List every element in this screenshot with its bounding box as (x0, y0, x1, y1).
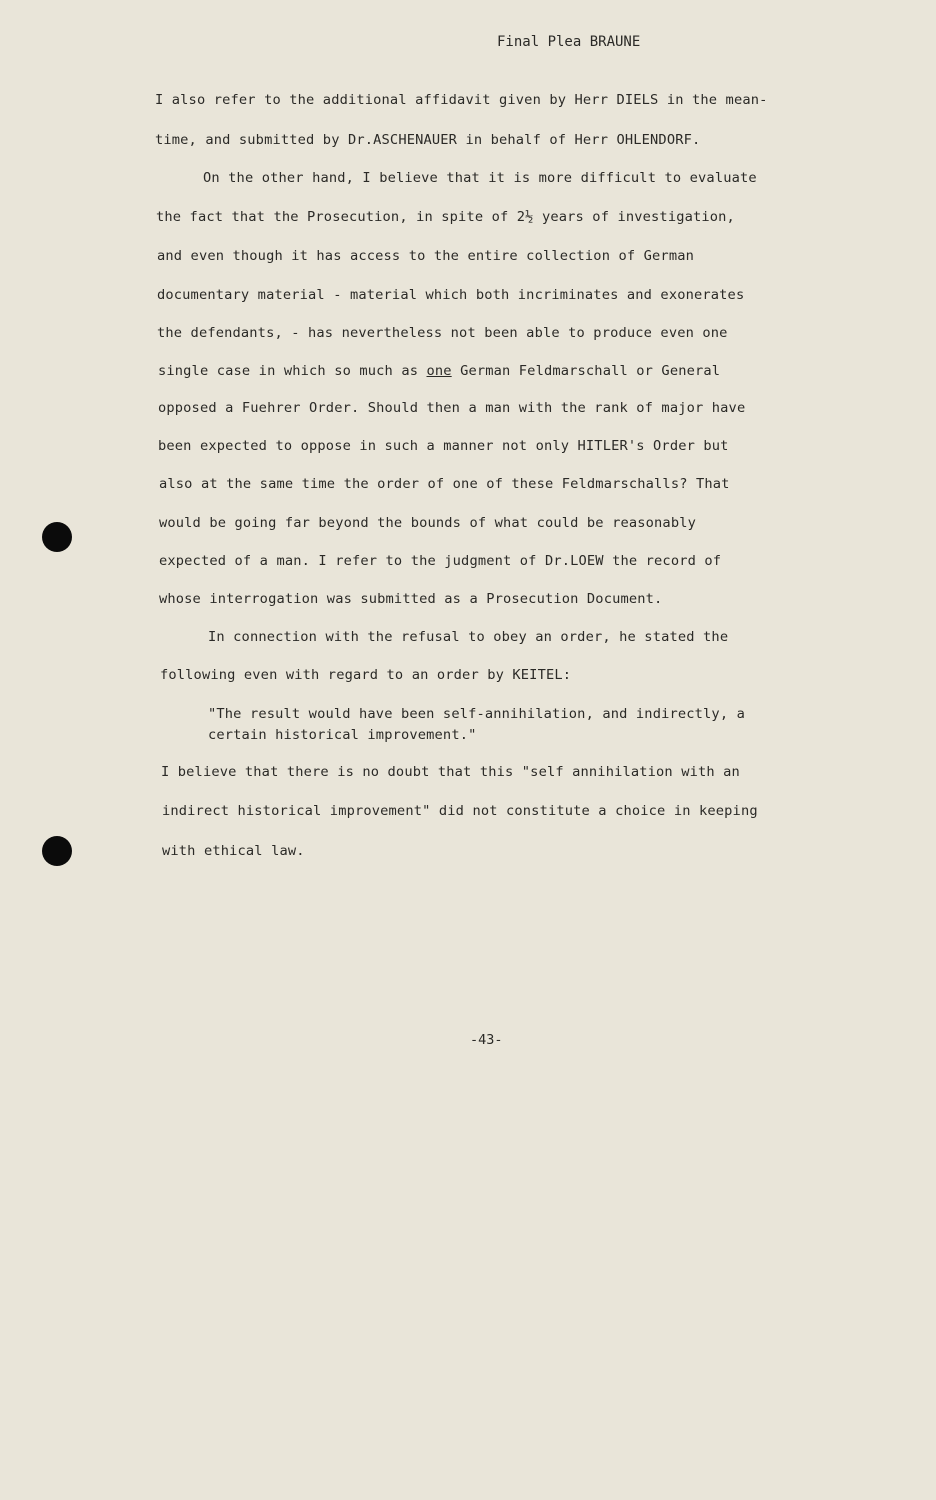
text-line: I believe that there is no doubt that this "self annihilation with an (161, 764, 740, 780)
underlined-word: one (426, 363, 452, 379)
text-line: the fact that the Prosecution, in spite of 2½ years of investigation, (156, 209, 735, 225)
text-line-with-underline (158, 363, 720, 379)
text-line: expected of a man. I refer to the judgment of Dr.LOEW the record of (159, 553, 722, 569)
text-segment: German Feldmarschall or General (460, 363, 721, 379)
text-line: documentary material - material which both incriminates and exonerates (157, 287, 745, 303)
text-line: following even with regard to an order by KEITEL: (160, 667, 572, 683)
quote-line: certain historical improvement." (208, 727, 477, 743)
text-segment: single case in which so much as (158, 363, 419, 379)
text-line: I also refer to the additional affidavit given by Herr DIELS in the mean- (155, 92, 768, 108)
text-line: the defendants, - has nevertheless not been able to produce even one (157, 325, 728, 341)
text-line: with ethical law. (162, 843, 305, 859)
text-line: opposed a Fuehrer Order. Should then a man with the rank of major have (158, 400, 746, 416)
page-number: -43- (470, 1032, 503, 1048)
text-line: also at the same time the order of one of these Feldmarschalls? That (159, 476, 730, 492)
quote-line: "The result would have been self-annihilation, and indirectly, a (208, 706, 745, 722)
page-header: Final Plea BRAUNE (497, 34, 641, 50)
text-line: and even though it has access to the entire collection of German (157, 248, 694, 264)
text-line: indirect historical improvement" did not constitute a choice in keeping (162, 803, 758, 819)
text-line: In connection with the refusal to obey an order, he stated the (208, 629, 729, 645)
text-line: would be going far beyond the bounds of what could be reasonably (159, 515, 696, 531)
text-line: been expected to oppose in such a manner not only HITLER's Order but (158, 438, 729, 454)
text-line: time, and submitted by Dr.ASCHENAUER in behalf of Herr OHLENDORF. (155, 132, 701, 148)
text-line: whose interrogation was submitted as a Prosecution Document. (159, 591, 663, 607)
punch-hole (42, 522, 72, 552)
text-line: On the other hand, I believe that it is more difficult to evaluate (203, 170, 757, 186)
punch-hole (42, 836, 72, 866)
